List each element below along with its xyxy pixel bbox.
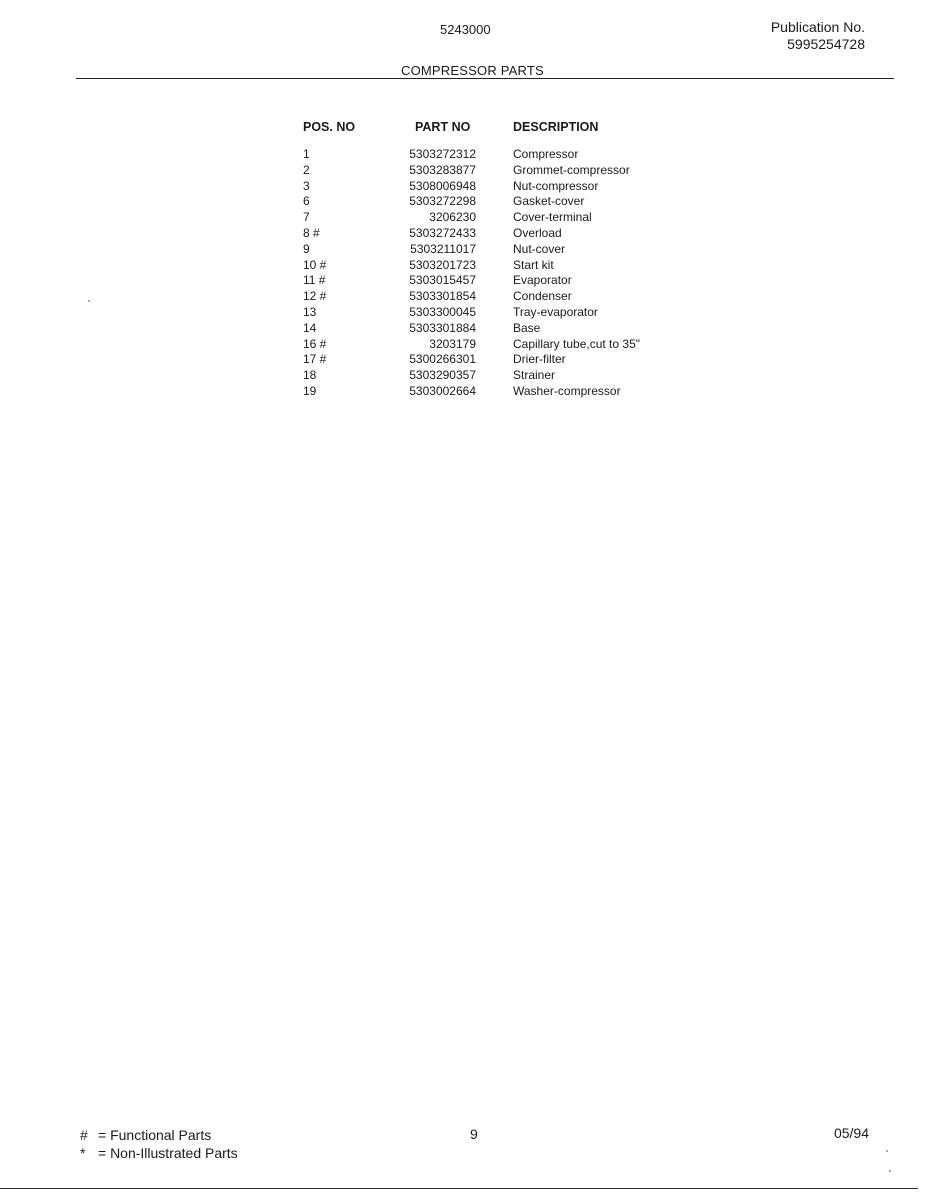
cell-part-no: 5303300045	[409, 304, 476, 319]
cell-description: Tray-evaporator	[513, 304, 598, 319]
cell-part-no: 5303211017	[410, 241, 476, 256]
cell-part-no: 5303290357	[409, 368, 476, 383]
publication-label: Publication No.	[770, 19, 865, 35]
cell-pos-no: 16 #	[303, 336, 327, 351]
legend-item-non-illustrated	[80, 1144, 238, 1162]
cell-description: Compressor	[513, 147, 579, 161]
cell-pos-no: 10 #	[303, 257, 327, 272]
revision-date: 05/94	[833, 1125, 869, 1141]
cell-pos-no: 14	[303, 320, 317, 335]
cell-part-no: 5303272312	[409, 147, 476, 161]
section-title: COMPRESSOR PARTS	[401, 63, 544, 78]
cell-part-no: 3206230	[429, 210, 476, 225]
cell-part-no: 5303301854	[409, 289, 476, 304]
cell-pos-no: 6	[303, 194, 310, 209]
cell-part-no: 5303272433	[409, 225, 476, 240]
legend-text: = Non-Illustrated Parts	[98, 1145, 238, 1161]
cell-description: Evaporator	[513, 273, 572, 288]
cell-description: Gasket-cover	[513, 194, 585, 209]
legend-item-functional	[80, 1126, 238, 1144]
cell-part-no: 5300266301	[409, 352, 476, 367]
column-header-pos: POS. NO	[303, 120, 356, 134]
cell-part-no: 5303015457	[409, 273, 476, 288]
cell-description: Strainer	[513, 368, 556, 383]
cell-description: Nut-cover	[513, 241, 566, 256]
model-number: 5243000	[440, 22, 491, 37]
legend	[80, 1126, 238, 1162]
header-divider	[76, 78, 894, 79]
cell-description: Start kit	[513, 257, 554, 272]
publication-number: 5995254728	[787, 36, 865, 52]
cell-pos-no: 11 #	[303, 273, 326, 288]
footer-divider	[0, 1188, 918, 1189]
cell-description: Drier-filter	[513, 352, 566, 367]
cell-description: Cover-terminal	[513, 210, 592, 225]
scan-speck	[886, 1150, 888, 1152]
cell-description: Nut-compressor	[513, 178, 599, 193]
cell-part-no: 3203179	[429, 336, 476, 351]
cell-part-no: 5303283877	[409, 162, 476, 177]
publication-block	[771, 19, 865, 53]
cell-part-no: 5303201723	[409, 257, 476, 272]
legend-symbol: #	[80, 1127, 88, 1143]
cell-description: Washer-compressor	[513, 383, 621, 398]
cell-description: Capillary tube,cut to 35"	[513, 336, 640, 351]
cell-pos-no: 1	[303, 147, 310, 161]
scan-speck	[889, 1170, 891, 1172]
cell-pos-no: 12 #	[303, 289, 327, 304]
cell-part-no: 5303301884	[409, 320, 476, 335]
cell-description: Base	[513, 320, 541, 335]
cell-pos-no: 13	[303, 304, 317, 319]
cell-part-no: 5308006948	[409, 178, 476, 193]
cell-pos-no: 2	[303, 162, 310, 177]
cell-description: Condenser	[513, 289, 572, 304]
cell-pos-no: 8 #	[303, 225, 320, 240]
cell-pos-no: 3	[303, 178, 310, 193]
legend-text: = Functional Parts	[98, 1127, 212, 1143]
cell-pos-no: 9	[303, 241, 310, 256]
column-header-description: DESCRIPTION	[513, 120, 599, 134]
cell-description: Overload	[513, 225, 562, 240]
cell-pos-no: 7	[303, 210, 310, 225]
legend-symbol: *	[80, 1145, 86, 1161]
cell-pos-no: 17 #	[303, 352, 327, 367]
cell-pos-no: 18	[303, 368, 317, 383]
cell-description: Grommet-compressor	[513, 162, 630, 177]
cell-part-no: 5303272298	[409, 194, 476, 209]
cell-pos-no: 19	[303, 383, 317, 398]
scan-speck	[88, 300, 90, 302]
cell-part-no: 5303002664	[409, 383, 476, 398]
column-header-part: PART NO	[415, 120, 471, 134]
page-number: 9	[470, 1126, 478, 1142]
